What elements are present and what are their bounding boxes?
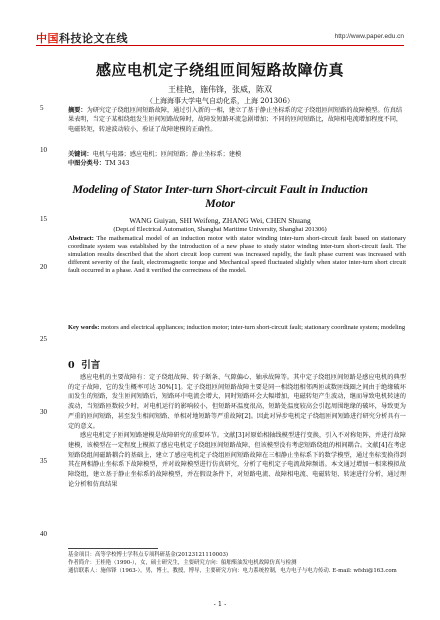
abstract-cn-label: 摘要： [68, 107, 87, 114]
journal-url[interactable]: http://www.paper.edu.cn [334, 33, 404, 40]
line-number-40: 40 [40, 530, 47, 538]
line-number-20: 20 [40, 263, 47, 271]
abstract-english [68, 235, 406, 275]
line-number-25: 25 [40, 335, 47, 343]
footnote [68, 551, 406, 575]
abstract-en-text: The mathematical model of an induction motor with stator winding inter-turn short-circuit fault based on stationary coordinate system was established by the introduction of a new phase to study stator winding inter-turn short-circuit fault. The simulation results described that the short circuit loop current was increased rapidly, the fault phase current was increased with different severity of the fault, electromagnetic torque and Mechanical speed fluctuated slightly when stator inter-turn short circuit fault occurred in a phase. And it verified the correctness of the model. [68, 235, 406, 275]
footnote-author-bio: 作者简介：王桂艳（1990-），女，硕士研究生，主要研究方向：船舶柴油发电机故障仿真与检测 [68, 560, 297, 566]
abstract-chinese [68, 106, 406, 134]
page-header [36, 30, 404, 46]
abstract-en-label: Abstract: [68, 235, 94, 242]
title-chinese: 感应电机定子绕组匝间短路故障仿真 [95, 61, 344, 79]
body-paragraph-2: 感应电机定子匝间短路建模是故障研究的重要环节。文献[3]对原始相轴线模型进行变换，引入不对称矩阵，并进行故障建模，该模型在一定程度上模拟了感应电机定子绕组匝间短路故障，但该模型没有考虑短路绕组的相间耦合。文献[4]在考虑短路绕组间磁路耦合的基础上，建立了感应电机定子绕组匝间短路故障在三相静止坐标系下的数学模型，通过坐标变换得到其在两相静止坐标系下故障模型，并对故障模型进行仿真研究，分析了电机定子电流故障频谱。本文通过增加一相来模拟故障绕组，建立基于静止坐标系的故障模型，并在假设条件下，对短路电流、故障相电流、电磁转矩、转速进行分析，通过理论分析和仿真结果 [68, 432, 406, 488]
line-number-5: 5 [40, 104, 44, 112]
keywords-chinese [68, 150, 406, 159]
body-paragraph-1: 感应电机的主要故障有：定子绕组故障、转子断条、气隙偏心、轴承故障等。其中定子绕组匝间短路是感应电机的典型的定子故障，它的发生概率可达 30%[1]。定子绕组匝间短路故障主要是同一相绕组相邻两匝或数匝线圈之间由于绝缘破坏而发生的短路，发生匝间短路后，短路环中电流会增大，同时短路环会大幅增加，电磁转矩产生波动，继而导致电机转速的波动，当短路匝数较少时，对电机运行的影响较小，但短路环温度很高，短路处温度较高会引起周围绝缘的破坏，导致更为严重的匝间短路，甚至发生相间短路、单相对地短路等严重故障[2]。因此对异步电机定子绕组匝间短路进行研究分析具有一定的意义。 [68, 374, 406, 430]
body-text [68, 373, 406, 489]
affiliation-chinese: （上海海事大学电气自动化系，上海 201306） [146, 97, 294, 105]
keywords-cn-label: 关键词： [68, 151, 93, 158]
line-number-15: 15 [40, 215, 47, 223]
line-number-35: 35 [40, 457, 47, 465]
logo-red-text: 中国 [36, 32, 59, 45]
keywords-english [68, 324, 406, 332]
line-number-30: 30 [40, 408, 47, 416]
page-number: - 1 - [213, 600, 227, 608]
authors-english: WANG Guiyan, SHI Weifeng, ZHANG Wei, CHEN Shuang [129, 216, 311, 225]
affiliation-english: (Dept.of Electrical Automation, Shanghai Maritime University, Shanghai 201306) [113, 226, 327, 233]
section-title: 引言 [81, 360, 101, 371]
footnote-divider [68, 548, 158, 549]
abstract-cn-text: 为研究定子绕组匝间短路故障，通过引入新的一相，建立了基于静止坐标系的定子绕组匝间短路的故障模型。仿真结果表明，当定子某相绕组发生匝间短路故障时，故障发短路环流急剧增加；不同的匝间短路比，故障相电流增加程度不同，电磁转矩，转速波动较小，验证了故障建模的正确性。 [68, 107, 403, 133]
footnote-corresponding-author: 通信联系人：施伟锋（1963-），男，博士，教授，博导，主要研究方向：电力系统控制，电力电子与电力传动. E-mail: wfshi@163.com [68, 568, 397, 574]
title-english: Modeling of Stator Inter-turn Short-circuit Fault in Induction Motor [72, 182, 368, 210]
clc-label: 中图分类号： [68, 160, 106, 167]
logo-black-text: 科技论文在线 [59, 32, 128, 45]
clc-text: TM 343 [105, 160, 130, 167]
footnote-funding: 基金项目：高等学校博士学科点专项科研基金(20123121110003) [68, 552, 229, 558]
keywords-en-text: motors and electrical appliances; induction motor; inter-turn short-circuit fault; stationary coordinate system; modeling [99, 324, 406, 331]
line-number-10: 10 [40, 146, 47, 154]
authors-chinese: 王桂艳，施伟锋，张威，陈双 [168, 85, 272, 94]
keywords-en-label: Key words: [68, 324, 100, 331]
journal-logo [36, 30, 128, 46]
section-number: 0 [68, 360, 75, 371]
classification-number [68, 159, 406, 168]
section-heading [68, 357, 100, 371]
keywords-cn-text: 电机与电器；感应电机；匝间短路；静止坐标系；建模 [92, 151, 242, 158]
